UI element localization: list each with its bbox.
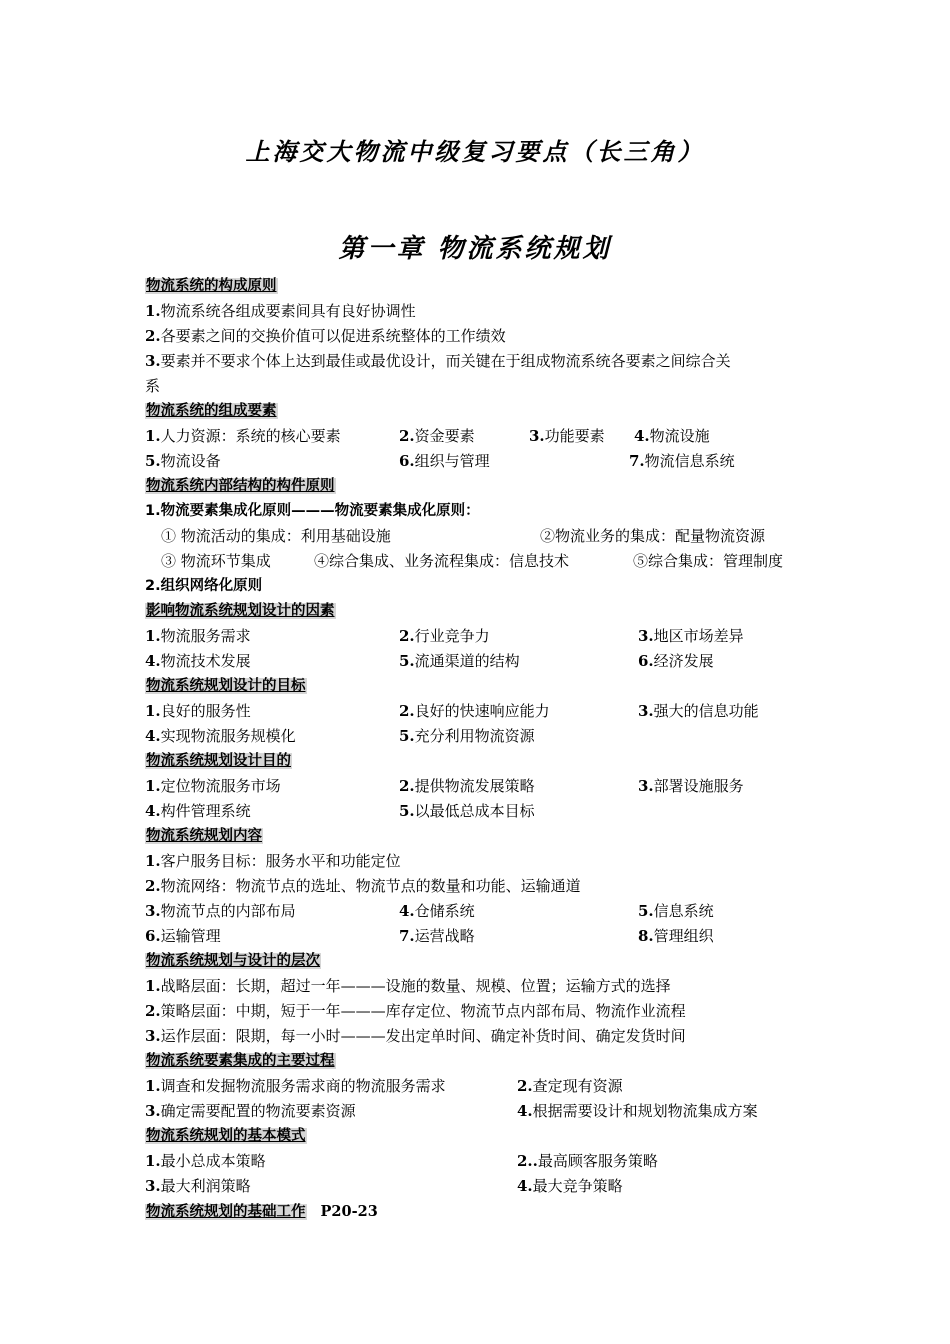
list-item: 6.运输管理 xyxy=(145,927,221,945)
section-heading: 物流系统的构成原则 xyxy=(146,278,277,294)
item-number: 2. xyxy=(145,877,161,895)
section-heading: 物流系统要素集成的主要过程 xyxy=(146,1053,335,1069)
item-number: 2. xyxy=(399,702,415,720)
item-number: 3. xyxy=(638,777,654,795)
section-heading: 物流系统内部结构的构件原则 xyxy=(146,478,335,494)
list-row xyxy=(145,624,825,649)
item-number: 4. xyxy=(145,652,161,670)
item-number: 1. xyxy=(145,777,161,795)
section-heading: 物流系统规划设计的目标 xyxy=(146,678,306,694)
list-row xyxy=(145,1174,825,1199)
list-item: 6.经济发展 xyxy=(638,652,714,670)
item-number: 5. xyxy=(399,727,415,745)
document-body xyxy=(145,274,825,1224)
item-number: 5. xyxy=(399,652,415,670)
list-item: 3.运作层面：限期，每一小时———发出定单时间、确定补货时间、确定发货时间 xyxy=(145,1027,686,1045)
item-number: 2. xyxy=(399,627,415,645)
list-item: 4.物流技术发展 xyxy=(145,652,251,670)
document-title: 上海交大物流中级复习要点（长三角） xyxy=(245,137,705,166)
list-row xyxy=(145,699,825,724)
list-item: 3.部署设施服务 xyxy=(638,777,744,795)
list-item: 1.良好的服务性 xyxy=(145,702,251,720)
list-item: 2.行业竞争力 xyxy=(399,627,490,645)
list-item: 1.最小总成本策略 xyxy=(145,1152,266,1170)
section-heading: 物流系统规划的基本模式 xyxy=(146,1128,306,1144)
list-item: 1.定位物流服务市场 xyxy=(145,777,281,795)
item-number: 2. xyxy=(399,777,415,795)
principle-heading: 2.组织网络化原则 xyxy=(145,578,263,594)
list-item: 3.要素并不要求个体上达到最佳或最优设计，而关键在于组成物流系统各要素之间综合关 xyxy=(145,352,731,370)
list-item: 3.确定需要配置的物流要素资源 xyxy=(145,1102,356,1120)
list-item: 4.最大竞争策略 xyxy=(517,1177,623,1195)
section-heading: 影响物流系统规划设计的因素 xyxy=(146,603,335,619)
list-row xyxy=(145,799,825,824)
list-item: 系 xyxy=(145,377,161,395)
list-row xyxy=(145,924,825,949)
item-number: 2. xyxy=(145,1002,161,1020)
list-row xyxy=(145,774,825,799)
list-item: ④综合集成、业务流程集成：信息技术 xyxy=(314,552,570,570)
item-number: 2. xyxy=(145,327,161,345)
item-number: 3. xyxy=(145,902,161,920)
list-row xyxy=(145,1149,825,1174)
list-item: 4.物流设施 xyxy=(634,427,710,445)
list-row xyxy=(145,424,825,449)
item-number: 1. xyxy=(145,852,161,870)
list-item: 7.运营战略 xyxy=(399,927,475,945)
section-heading: 物流系统规划的基础工作 P20-23 xyxy=(146,1203,378,1220)
item-number: 1. xyxy=(145,427,161,445)
section-heading: 物流系统规划设计目的 xyxy=(146,753,291,769)
list-item: 2.资金要素 xyxy=(399,427,475,445)
item-number: 6. xyxy=(399,452,415,470)
item-number: 1. xyxy=(145,302,161,320)
item-number: 4. xyxy=(145,727,161,745)
list-item: 4.构件管理系统 xyxy=(145,802,251,820)
list-item: 4.根据需要设计和规划物流集成方案 xyxy=(517,1102,758,1120)
list-item: 3.地区市场差异 xyxy=(638,627,744,645)
list-row xyxy=(145,1074,825,1099)
item-number: 7. xyxy=(399,927,415,945)
item-number: 3. xyxy=(638,702,654,720)
list-item: 2.各要素之间的交换价值可以促进系统整体的工作绩效 xyxy=(145,327,506,345)
list-row xyxy=(145,899,825,924)
item-number: 3. xyxy=(145,1102,161,1120)
item-number: 5. xyxy=(638,902,654,920)
list-item: 7.物流信息系统 xyxy=(629,452,735,470)
item-number: 4. xyxy=(145,802,161,820)
principle-heading: 1.物流要素集成化原则———物流要素集成化原则： xyxy=(145,503,480,519)
item-number: 6. xyxy=(638,652,654,670)
list-item: 5.充分利用物流资源 xyxy=(399,727,535,745)
list-item: ① 物流活动的集成：利用基础设施 xyxy=(161,527,391,545)
list-row xyxy=(145,524,825,549)
list-row xyxy=(145,724,825,749)
item-number: 2.. xyxy=(517,1152,538,1170)
list-item: 2.良好的快速响应能力 xyxy=(399,702,550,720)
list-item: 3.物流节点的内部布局 xyxy=(145,902,296,920)
list-item: 6.组织与管理 xyxy=(399,452,490,470)
list-item: 3.强大的信息功能 xyxy=(638,702,759,720)
list-item: 5.物流设备 xyxy=(145,452,221,470)
item-number: 3. xyxy=(145,1027,161,1045)
item-number: 4. xyxy=(517,1177,533,1195)
item-number: 8. xyxy=(638,927,654,945)
item-number: 7. xyxy=(629,452,645,470)
item-number: 1. xyxy=(145,977,161,995)
section-heading: 物流系统规划与设计的层次 xyxy=(146,953,320,969)
list-item: 2.物流网络：物流节点的选址、物流节点的数量和功能、运输通道 xyxy=(145,877,581,895)
list-row xyxy=(145,1099,825,1124)
list-item: 1.调查和发掘物流服务需求商的物流服务需求 xyxy=(145,1077,446,1095)
item-number: 3. xyxy=(638,627,654,645)
item-number: 5. xyxy=(145,452,161,470)
item-number: 1. xyxy=(145,1077,161,1095)
list-item: 4.实现物流服务规模化 xyxy=(145,727,296,745)
item-number: 4. xyxy=(399,902,415,920)
item-number: 4. xyxy=(517,1102,533,1120)
list-item: 5.以最低总成本目标 xyxy=(399,802,535,820)
item-number: 2. xyxy=(399,427,415,445)
item-number: 3. xyxy=(145,352,161,370)
section-heading: 物流系统规划内容 xyxy=(146,828,262,844)
chapter-title: 第一章 物流系统规划 xyxy=(338,234,612,264)
item-number: 1. xyxy=(145,1152,161,1170)
item-number: 3. xyxy=(529,427,545,445)
list-item: 2.查定现有资源 xyxy=(517,1077,623,1095)
item-number: 4. xyxy=(634,427,650,445)
list-item: 3.最大利润策略 xyxy=(145,1177,251,1195)
list-item: 2.提供物流发展策略 xyxy=(399,777,535,795)
list-row xyxy=(145,549,825,574)
page-reference: P20-23 xyxy=(320,1203,378,1220)
list-item: 1.客户服务目标：服务水平和功能定位 xyxy=(145,852,401,870)
list-item: 5.流通渠道的结构 xyxy=(399,652,520,670)
list-row xyxy=(145,449,825,474)
list-item: 1.物流系统各组成要素间具有良好协调性 xyxy=(145,302,416,320)
item-number: 6. xyxy=(145,927,161,945)
list-item: 8.管理组织 xyxy=(638,927,714,945)
item-number: 1. xyxy=(145,702,161,720)
list-item: 2..最高顾客服务策略 xyxy=(517,1152,658,1170)
list-item: 4.仓储系统 xyxy=(399,902,475,920)
list-item: 1.人力资源：系统的核心要素 xyxy=(145,427,341,445)
list-item: ②物流业务的集成：配量物流资源 xyxy=(540,527,766,545)
item-number: 2. xyxy=(517,1077,533,1095)
list-item: 1.战略层面：长期，超过一年———设施的数量、规模、位置；运输方式的选择 xyxy=(145,977,671,995)
list-item: ③ 物流环节集成 xyxy=(161,552,271,570)
item-number: 5. xyxy=(399,802,415,820)
list-item: ⑤综合集成：管理制度 xyxy=(633,552,784,570)
list-item: 5.信息系统 xyxy=(638,902,714,920)
list-item: 2.策略层面：中期，短于一年———库存定位、物流节点内部布局、物流作业流程 xyxy=(145,1002,686,1020)
item-number: 1. xyxy=(145,627,161,645)
item-number: 3. xyxy=(145,1177,161,1195)
section-heading: 物流系统的组成要素 xyxy=(146,403,277,419)
list-item: 1.物流服务需求 xyxy=(145,627,251,645)
list-row xyxy=(145,649,825,674)
list-item: 3.功能要素 xyxy=(529,427,605,445)
